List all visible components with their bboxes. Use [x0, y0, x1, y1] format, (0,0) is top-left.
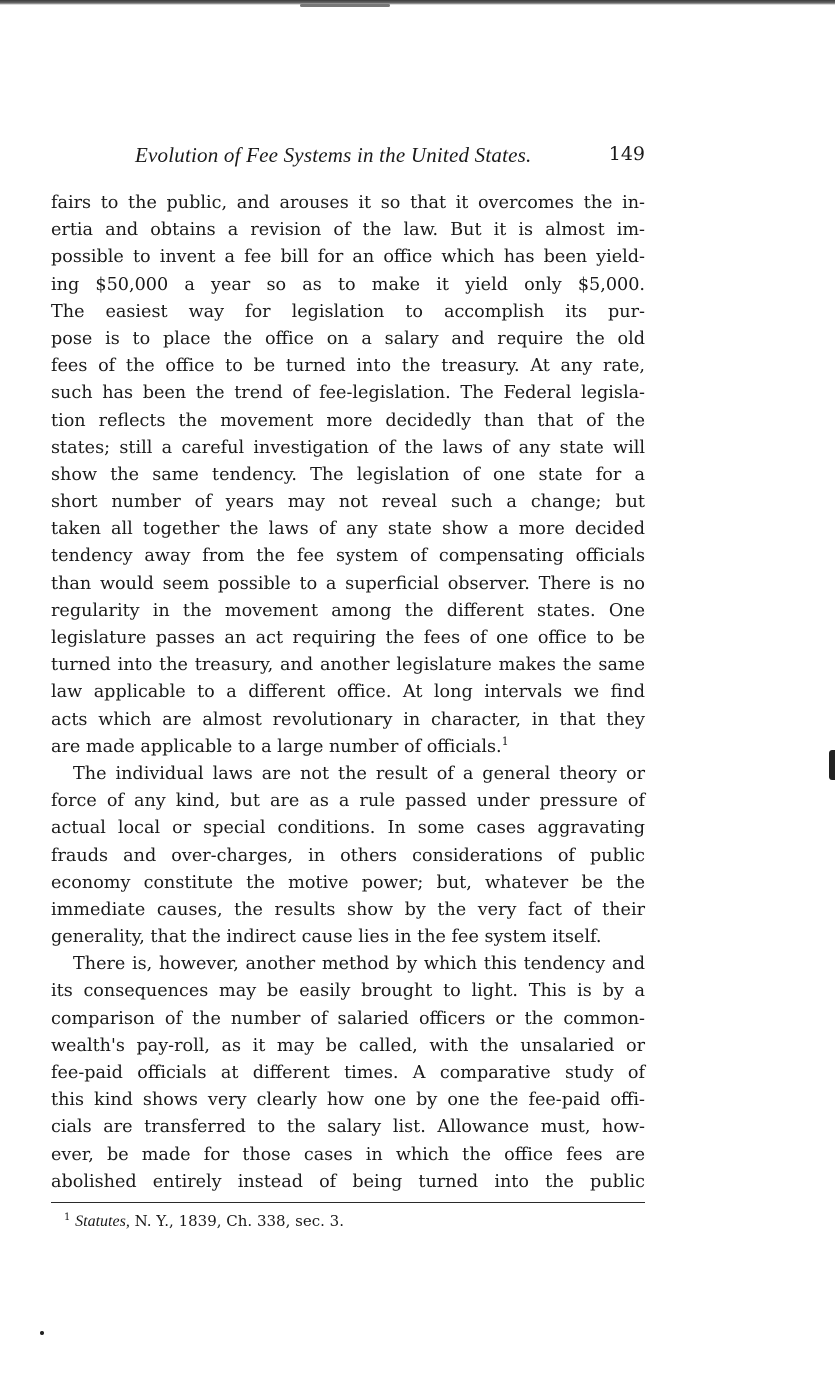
text-line: force of any kind, but are as a rule passed under pressure of: [51, 791, 645, 812]
text-line: fees of the office to be turned into the treasury. At any rate,: [51, 356, 645, 377]
footnote-marker: 1: [64, 1212, 71, 1223]
text-line: actual local or special conditions. In some cases aggravating: [51, 818, 645, 839]
paragraph-3: [51, 951, 645, 1196]
text-line: comparison of the number of salaried officers or the common-: [51, 1008, 645, 1029]
text-line: fairs to the public, and arouses it so that it overcomes the in-: [51, 193, 645, 213]
top-edge-smudge: [300, 4, 390, 7]
text-line: frauds and over-charges, in others considerations of public: [51, 845, 645, 866]
paragraph-1: [51, 190, 645, 761]
text-line: legislature passes an act requiring the fees of one office to be: [51, 628, 645, 648]
text-line: tendency away from the fee system of compensating officials: [51, 546, 645, 567]
text-line: pose is to place the office on a salary and require the old: [51, 328, 645, 349]
text-line: regularity in the movement among the different states. One: [51, 600, 645, 621]
text-line: ever, be made for those cases in which the office fees are: [51, 1144, 645, 1165]
footnote-divider: [51, 1202, 645, 1203]
footnote-reference: 1: [501, 734, 509, 748]
text-line: wealth's pay-roll, as it may be called, with the unsalaried or: [51, 1035, 645, 1056]
text-line: such has been the trend of fee-legislation. The Federal legisla-: [51, 383, 645, 404]
text-line-with-footnote: [51, 734, 645, 761]
text-line: The easiest way for legislation to accomplish its pur-: [51, 301, 645, 322]
text-line: immediate causes, the results show by the very fact of their: [51, 899, 645, 920]
text-line: taken all together the laws of any state show a more decided: [51, 519, 645, 540]
text-line: generality, that the indirect cause lies in the fee system itself.: [51, 927, 602, 948]
text-line: states; still a careful investigation of the laws of any state will: [51, 437, 645, 458]
text-line: show the same tendency. The legislation of one state for a: [51, 464, 645, 485]
text-line: acts which are almost revolutionary in character, in that they: [51, 709, 645, 730]
text-line: cials are transferred to the salary list. Allowance must, how-: [51, 1117, 645, 1138]
text-line: short number of years may not reveal such a change; but: [51, 492, 645, 513]
page-number: 149: [608, 143, 645, 165]
text-line: turned into the treasury, and another legislature makes the same: [51, 655, 645, 676]
running-title: Evolution of Fee Systems in the United States.: [135, 143, 532, 167]
text-line: ertia and obtains a revision of the law. But it is almost im-: [51, 220, 645, 241]
text-line: The individual laws are not the result of a general theory or: [73, 763, 645, 784]
top-edge-shadow: [0, 0, 835, 5]
text-line: fee-paid officials at different times. A comparative study of: [51, 1063, 645, 1083]
text-line: this kind shows very clearly how one by one the fee-paid offi-: [51, 1090, 645, 1111]
scan-dot-mark: [40, 1331, 44, 1335]
text-line: There is, however, another method by which this tendency and: [73, 954, 645, 975]
footnote-citation: N. Y., 1839, Ch. 338, sec. 3.: [134, 1212, 344, 1230]
text-line: possible to invent a fee bill for an office which has been yield-: [51, 247, 645, 268]
text-line: tion reflects the movement more decidedly than that of the: [51, 410, 645, 431]
text-line-content: are made applicable to a large number of officials.: [51, 736, 502, 757]
body-text: [51, 190, 645, 1196]
text-line: ing $50,000 a year so as to make it yield only $5,000.: [51, 274, 645, 295]
text-line: its consequences may be easily brought to light. This is by a: [51, 981, 645, 1002]
running-header: [51, 143, 645, 173]
footnote: [64, 1210, 344, 1233]
text-line: than would seem possible to a superficial observer. There is no: [51, 573, 645, 594]
text-line: economy constitute the motive power; but, whatever be the: [51, 872, 645, 893]
page-edge-mark: [829, 750, 835, 780]
text-line: law applicable to a different office. At long intervals we find: [51, 682, 645, 703]
paragraph-2: [51, 761, 645, 951]
text-line: abolished entirely instead of being turned into the public: [51, 1171, 645, 1192]
footnote-source: Statutes,: [75, 1213, 130, 1230]
